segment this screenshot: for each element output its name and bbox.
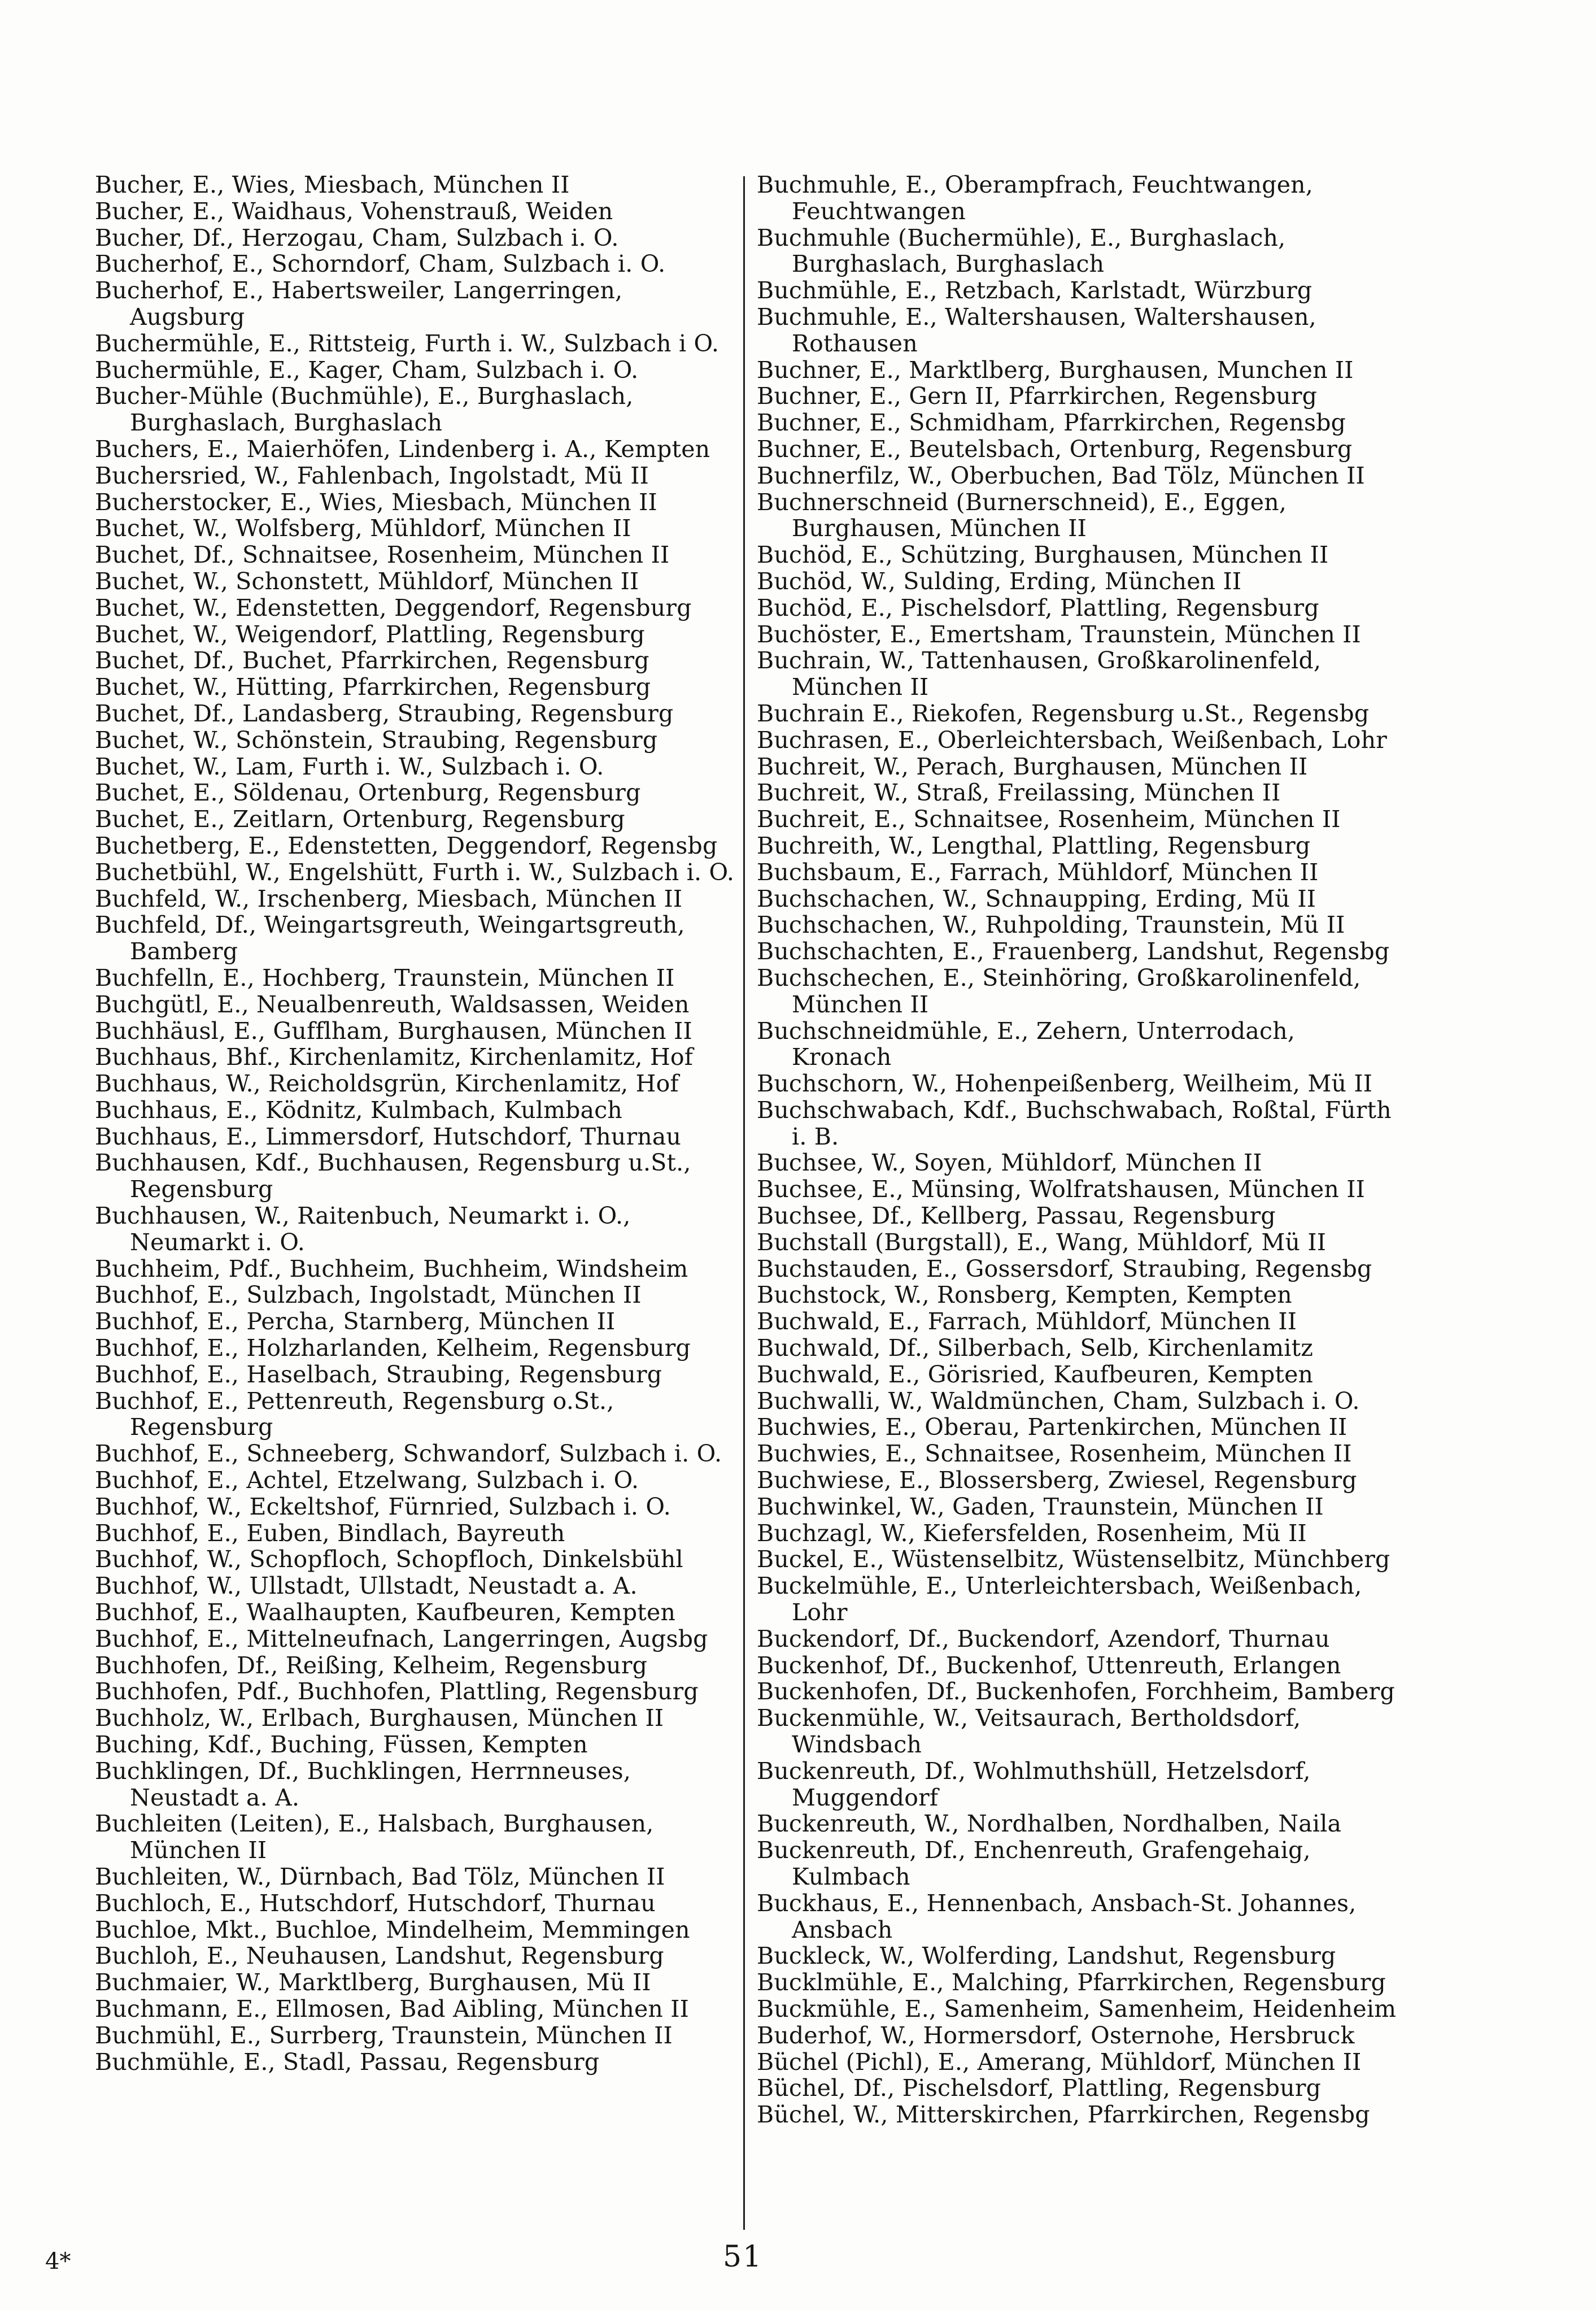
directory-entry: Buchet, E., Söldenau, Ortenburg, Regensburg bbox=[95, 779, 641, 807]
directory-entry: Buchschwabach, Kdf., Buchschwabach, Roßtal, Fürth i. B. bbox=[757, 1096, 1392, 1150]
directory-entry: Buchmuhle (Buchermühle), E., Burghaslach, Burghaslach, Burghaslach bbox=[757, 224, 1286, 278]
directory-entry: Buchhof, E., Achtel, Etzelwang, Sulzbach i. O. bbox=[95, 1467, 639, 1494]
directory-entry: Buchner, E., Schmidham, Pfarrkirchen, Regensbg bbox=[757, 409, 1346, 437]
directory-entry: Buchrasen, E., Oberleichtersbach, Weißenbach, Lohr bbox=[757, 726, 1388, 754]
directory-entry: Buchmühle, E., Retzbach, Karlstadt, Würzburg bbox=[757, 277, 1312, 304]
directory-entry: Buchzagl, W., Kiefersfelden, Rosenheim, Mü II bbox=[757, 1519, 1307, 1547]
directory-entry: Buchhof, E., Percha, Starnberg, München II bbox=[95, 1308, 616, 1335]
directory-entry: Buchhof, E., Euben, Bindlach, Bayreuth bbox=[95, 1519, 565, 1547]
directory-entry: Buchwinkel, W., Gaden, Traunstein, München II bbox=[757, 1493, 1324, 1520]
directory-entry: Bucher, Df., Herzogau, Cham, Sulzbach i. O. bbox=[95, 224, 619, 251]
directory-entry: Buchetbühl, W., Engelshütt, Furth i. W., Sulzbach i. O. bbox=[95, 858, 735, 886]
directory-entry: Buchetberg, E., Edenstetten, Deggendorf, Regensbg bbox=[95, 832, 718, 859]
directory-entry: Buckenmühle, W., Veitsaurach, Bertholdsdorf, Windsbach bbox=[757, 1704, 1301, 1759]
directory-entry: Buchrain, W., Tattenhausen, Großkarolinenfeld, München II bbox=[757, 647, 1322, 701]
directory-entry: Buchwald, E., Görisried, Kaufbeuren, Kempten bbox=[757, 1360, 1314, 1388]
directory-entry: Buchgütl, E., Neualbenreuth, Waldsassen, Weiden bbox=[95, 990, 690, 1018]
directory-entry: Bucher-Mühle (Buchmühle), E., Burghaslach, Burghaslach, Burghaslach bbox=[95, 382, 634, 437]
left-column bbox=[95, 172, 739, 2075]
directory-entry: Buching, Kdf., Buching, Füssen, Kempten bbox=[95, 1731, 588, 1759]
directory-entry: Buchrain E., Riekofen, Regensburg u.St., Regensbg bbox=[757, 699, 1370, 727]
directory-entry: Buchhaus, Bhf., Kirchenlamitz, Kirchenlamitz, Hof bbox=[95, 1043, 694, 1071]
directory-entry: Buchet, W., Wolfsberg, Mühldorf, München II bbox=[95, 515, 631, 542]
directory-entry: Buchfeld, W., Irschenberg, Miesbach, München II bbox=[95, 885, 683, 912]
directory-entry: Buchersried, W., Fahlenbach, Ingolstadt, Mü II bbox=[95, 462, 649, 489]
directory-entry: Büchel (Pichl), E., Amerang, Mühldorf, München II bbox=[757, 2048, 1362, 2076]
directory-entry: Buchmühl, E., Surrberg, Traunstein, München II bbox=[95, 2021, 673, 2049]
directory-entry: Buchhof, E., Pettenreuth, Regensburg o.St., Regensburg bbox=[95, 1387, 614, 1441]
directory-entry: Buchner, E., Gern II, Pfarrkirchen, Regensburg bbox=[757, 382, 1318, 410]
right-column bbox=[757, 172, 1401, 2128]
directory-entry: Büchel, W., Mitterskirchen, Pfarrkirchen, Regensbg bbox=[757, 2101, 1370, 2129]
directory-entry: Bucklmühle, E., Malching, Pfarrkirchen, Regensburg bbox=[757, 1969, 1386, 1996]
directory-entry: Büchel, Df., Pischelsdorf, Plattling, Regensburg bbox=[757, 2074, 1322, 2102]
directory-entry: Buchet, W., Schönstein, Straubing, Regensburg bbox=[95, 726, 658, 754]
directory-entry: Buchet, Df., Landasberg, Straubing, Regensburg bbox=[95, 699, 674, 727]
directory-entry: Buckhaus, E., Hennenbach, Ansbach-St. Johannes, Ansbach bbox=[757, 1889, 1357, 1943]
directory-entry: Buchheim, Pdf., Buchheim, Buchheim, Windsheim bbox=[95, 1255, 688, 1282]
directory-entry: Buchschorn, W., Hohenpeißenberg, Weilheim, Mü II bbox=[757, 1070, 1373, 1098]
directory-entry: Buchklingen, Df., Buchklingen, Herrnneuses, Neustadt a. A. bbox=[95, 1757, 631, 1811]
directory-entry: Buchhof, W., Ullstadt, Ullstadt, Neustadt a. A. bbox=[95, 1572, 638, 1600]
directory-entry: Buchet, W., Lam, Furth i. W., Sulzbach i. O. bbox=[95, 752, 604, 780]
directory-entry: Buchwiese, E., Blossersberg, Zwiesel, Regensburg bbox=[757, 1467, 1357, 1494]
directory-entry: Buchner, E., Beutelsbach, Ortenburg, Regensburg bbox=[757, 435, 1353, 463]
directory-entry: Buchholz, W., Erlbach, Burghausen, München II bbox=[95, 1704, 664, 1732]
directory-entry: Buchloh, E., Neuhausen, Landshut, Regensburg bbox=[95, 1942, 664, 1970]
directory-entry: Buchschachen, W., Schnaupping, Erding, Mü II bbox=[757, 885, 1316, 912]
directory-entry: Buckmühle, E., Samenheim, Samenheim, Heidenheim bbox=[757, 1995, 1397, 2022]
directory-entry: Buchöster, E., Emertsham, Traunstein, München II bbox=[757, 620, 1361, 648]
directory-entry: Bucherhof, E., Schorndorf, Cham, Sulzbach i. O. bbox=[95, 250, 666, 278]
directory-entry: Buchsee, W., Soyen, Mühldorf, München II bbox=[757, 1149, 1262, 1177]
directory-entry: Buchsbaum, E., Farrach, Mühldorf, München II bbox=[757, 858, 1319, 886]
directory-entry: Buchermühle, E., Rittsteig, Furth i. W., Sulzbach i O. bbox=[95, 329, 719, 357]
directory-entry: Buchloe, Mkt., Buchloe, Mindelheim, Memmingen bbox=[95, 1916, 690, 1943]
column-divider bbox=[743, 176, 745, 2230]
directory-entry: Buckenreuth, Df., Enchenreuth, Grafengehaig, Kulmbach bbox=[757, 1837, 1311, 1890]
directory-entry: Buchhausen, Kdf., Buchhausen, Regensburg u.St., Regensburg bbox=[95, 1149, 691, 1203]
directory-entry: Buchreit, W., Straß, Freilassing, München II bbox=[757, 779, 1281, 807]
directory-entry: Buchermühle, E., Kager, Cham, Sulzbach i. O. bbox=[95, 356, 639, 384]
directory-entry: Buchhof, E., Mittelneufnach, Langerringen, Augsbg bbox=[95, 1625, 708, 1652]
directory-entry: Buchloch, E., Hutschdorf, Hutschdorf, Thurnau bbox=[95, 1889, 656, 1917]
directory-entry: Buderhof, W., Hormersdorf, Osternohe, Hersbruck bbox=[757, 2021, 1355, 2049]
directory-entry: Buchhaus, W., Reicholdsgrün, Kirchenlamitz, Hof bbox=[95, 1070, 679, 1098]
directory-entry: Buchhof, E., Sulzbach, Ingolstadt, München II bbox=[95, 1281, 642, 1309]
directory-entry: Bucher, E., Waidhaus, Vohenstrauß, Weiden bbox=[95, 197, 613, 225]
directory-entry: Buchöd, E., Pischelsdorf, Plattling, Regensburg bbox=[757, 594, 1319, 621]
directory-entry: Buchner, E., Marktlberg, Burghausen, Munchen II bbox=[757, 356, 1354, 384]
directory-entry: Buchöd, W., Sulding, Erding, München II bbox=[757, 567, 1242, 595]
directory-entry: Buckleck, W., Wolferding, Landshut, Regensburg bbox=[757, 1942, 1336, 1970]
directory-entry: Buchsee, Df., Kellberg, Passau, Regensburg bbox=[757, 1202, 1276, 1230]
directory-entry: Buchers, E., Maierhöfen, Lindenberg i. A., Kempten bbox=[95, 435, 710, 463]
directory-entry: Buchöd, E., Schützing, Burghausen, München II bbox=[757, 541, 1329, 569]
directory-entry: Buchstock, W., Ronsberg, Kempten, Kempten bbox=[757, 1281, 1292, 1309]
directory-entry: Buchet, E., Zeitlarn, Ortenburg, Regensburg bbox=[95, 806, 625, 833]
directory-entry: Buchhof, E., Schneeberg, Schwandorf, Sulzbach i. O. bbox=[95, 1440, 722, 1468]
directory-entry: Buchhof, W., Eckeltshof, Fürnried, Sulzbach i. O. bbox=[95, 1493, 671, 1520]
directory-entry: Buchstall (Burgstall), E., Wang, Mühldorf, Mü II bbox=[757, 1228, 1327, 1256]
directory-entry: Buchhof, W., Schopfloch, Schopfloch, Dinkelsbühl bbox=[95, 1546, 683, 1573]
directory-entry: Buchwalli, W., Waldmünchen, Cham, Sulzbach i. O. bbox=[757, 1387, 1360, 1415]
directory-entry: Buchschachten, E., Frauenberg, Landshut, Regensbg bbox=[757, 938, 1390, 965]
directory-entry: Buckelmühle, E., Unterleichtersbach, Weißenbach, Lohr bbox=[757, 1572, 1362, 1626]
directory-entry: Bucherstocker, E., Wies, Miesbach, München II bbox=[95, 488, 657, 516]
directory-entry: Buchreit, W., Perach, Burghausen, München II bbox=[757, 752, 1308, 780]
page-number: 51 bbox=[723, 2240, 763, 2274]
directory-entry: Buchet, W., Hütting, Pfarrkirchen, Regensburg bbox=[95, 673, 651, 701]
directory-entry: Buchfeld, Df., Weingartsgreuth, Weingartsgreuth, Bamberg bbox=[95, 911, 685, 965]
directory-entry: Bucher, E., Wies, Miesbach, München II bbox=[95, 171, 570, 198]
directory-entry: Buchet, W., Edenstetten, Deggendorf, Regensburg bbox=[95, 594, 692, 621]
directory-entry: Buchhausen, W., Raitenbuch, Neumarkt i. O., Neumarkt i. O. bbox=[95, 1202, 631, 1256]
directory-entry: Buchmann, E., Ellmosen, Bad Aibling, München II bbox=[95, 1995, 690, 2022]
directory-entry: Buchet, W., Weigendorf, Plattling, Regensburg bbox=[95, 620, 645, 648]
directory-entry: Buchstauden, E., Gossersdorf, Straubing, Regensbg bbox=[757, 1255, 1372, 1282]
directory-entry: Buchmaier, W., Marktlberg, Burghausen, Mü II bbox=[95, 1969, 651, 1996]
directory-entry: Buchmuhle, E., Waltershausen, Waltershausen, Rothausen bbox=[757, 303, 1316, 357]
directory-entry: Buchwies, E., Oberau, Partenkirchen, München II bbox=[757, 1413, 1348, 1441]
directory-entry: Buchmühle, E., Stadl, Passau, Regensburg bbox=[95, 2048, 600, 2076]
directory-entry: Buchwald, Df., Silberbach, Selb, Kirchenlamitz bbox=[757, 1334, 1314, 1362]
directory-entry: Buchet, Df., Schnaitsee, Rosenheim, München II bbox=[95, 541, 670, 569]
directory-entry: Bucherhof, E., Habertsweiler, Langerringen, Augsburg bbox=[95, 277, 623, 330]
directory-entry: Buchreit, E., Schnaitsee, Rosenheim, München II bbox=[757, 806, 1341, 833]
directory-entry: Buchhofen, Df., Reißing, Kelheim, Regensburg bbox=[95, 1651, 648, 1679]
directory-entry: Buchnerschneid (Burnerschneid), E., Eggen, Burghausen, München II bbox=[757, 488, 1287, 542]
directory-entry: Buckenhof, Df., Buckenhof, Uttenreuth, Erlangen bbox=[757, 1651, 1341, 1679]
directory-entry: Buchwald, E., Farrach, Mühldorf, München II bbox=[757, 1308, 1297, 1335]
directory-entry: Buchleiten, W., Dürnbach, Bad Tölz, München II bbox=[95, 1863, 665, 1890]
signature-mark: 4* bbox=[45, 2248, 71, 2274]
directory-entry: Buckendorf, Df., Buckendorf, Azendorf, Thurnau bbox=[757, 1625, 1330, 1652]
directory-entry: Buchhof, E., Haselbach, Straubing, Regensburg bbox=[95, 1360, 662, 1388]
directory-entry: Buckenhofen, Df., Buckenhofen, Forchheim, Bamberg bbox=[757, 1678, 1395, 1706]
directory-entry: Buckel, E., Wüstenselbitz, Wüstenselbitz, Münchberg bbox=[757, 1546, 1390, 1573]
directory-entry: Buchmuhle, E., Oberampfrach, Feuchtwangen, Feuchtwangen bbox=[757, 171, 1314, 225]
directory-entry: Buchschneidmühle, E., Zehern, Unterrodach, Kronach bbox=[757, 1017, 1296, 1071]
directory-entry: Buchwies, E., Schnaitsee, Rosenheim, München II bbox=[757, 1440, 1352, 1468]
directory-entry: Buchhof, E., Waalhaupten, Kaufbeuren, Kempten bbox=[95, 1599, 676, 1626]
directory-entry: Buchet, Df., Buchet, Pfarrkirchen, Regensburg bbox=[95, 647, 649, 675]
directory-entry: Buckenreuth, W., Nordhalben, Nordhalben, Naila bbox=[757, 1810, 1342, 1838]
directory-entry: Buchreith, W., Lengthal, Plattling, Regensburg bbox=[757, 832, 1311, 859]
directory-entry: Buchhaus, E., Limmersdorf, Hutschdorf, Thurnau bbox=[95, 1123, 682, 1150]
directory-entry: Buchhof, E., Holzharlanden, Kelheim, Regensburg bbox=[95, 1334, 691, 1362]
directory-entry: Buckenreuth, Df., Wohlmuthshüll, Hetzelsdorf, Muggendorf bbox=[757, 1757, 1311, 1811]
directory-entry: Buchfelln, E., Hochberg, Traunstein, München II bbox=[95, 964, 675, 991]
directory-entry: Buchhäusl, E., Gufflham, Burghausen, München II bbox=[95, 1017, 692, 1045]
directory-entry: Buchschechen, E., Steinhöring, Großkarolinenfeld, München II bbox=[757, 964, 1361, 1018]
directory-entry: Buchsee, E., Münsing, Wolfratshausen, München II bbox=[757, 1176, 1366, 1203]
directory-entry: Buchhaus, E., Ködnitz, Kulmbach, Kulmbach bbox=[95, 1096, 623, 1124]
directory-entry: Buchnerfilz, W., Oberbuchen, Bad Tölz, München II bbox=[757, 462, 1365, 489]
directory-entry: Buchhofen, Pdf., Buchhofen, Plattling, Regensburg bbox=[95, 1678, 699, 1706]
directory-entry: Buchet, W., Schonstett, Mühldorf, München II bbox=[95, 567, 639, 595]
directory-entry: Buchleiten (Leiten), E., Halsbach, Burghausen, München II bbox=[95, 1810, 654, 1864]
directory-entry: Buchschachen, W., Ruhpolding, Traunstein, Mü II bbox=[757, 911, 1345, 939]
